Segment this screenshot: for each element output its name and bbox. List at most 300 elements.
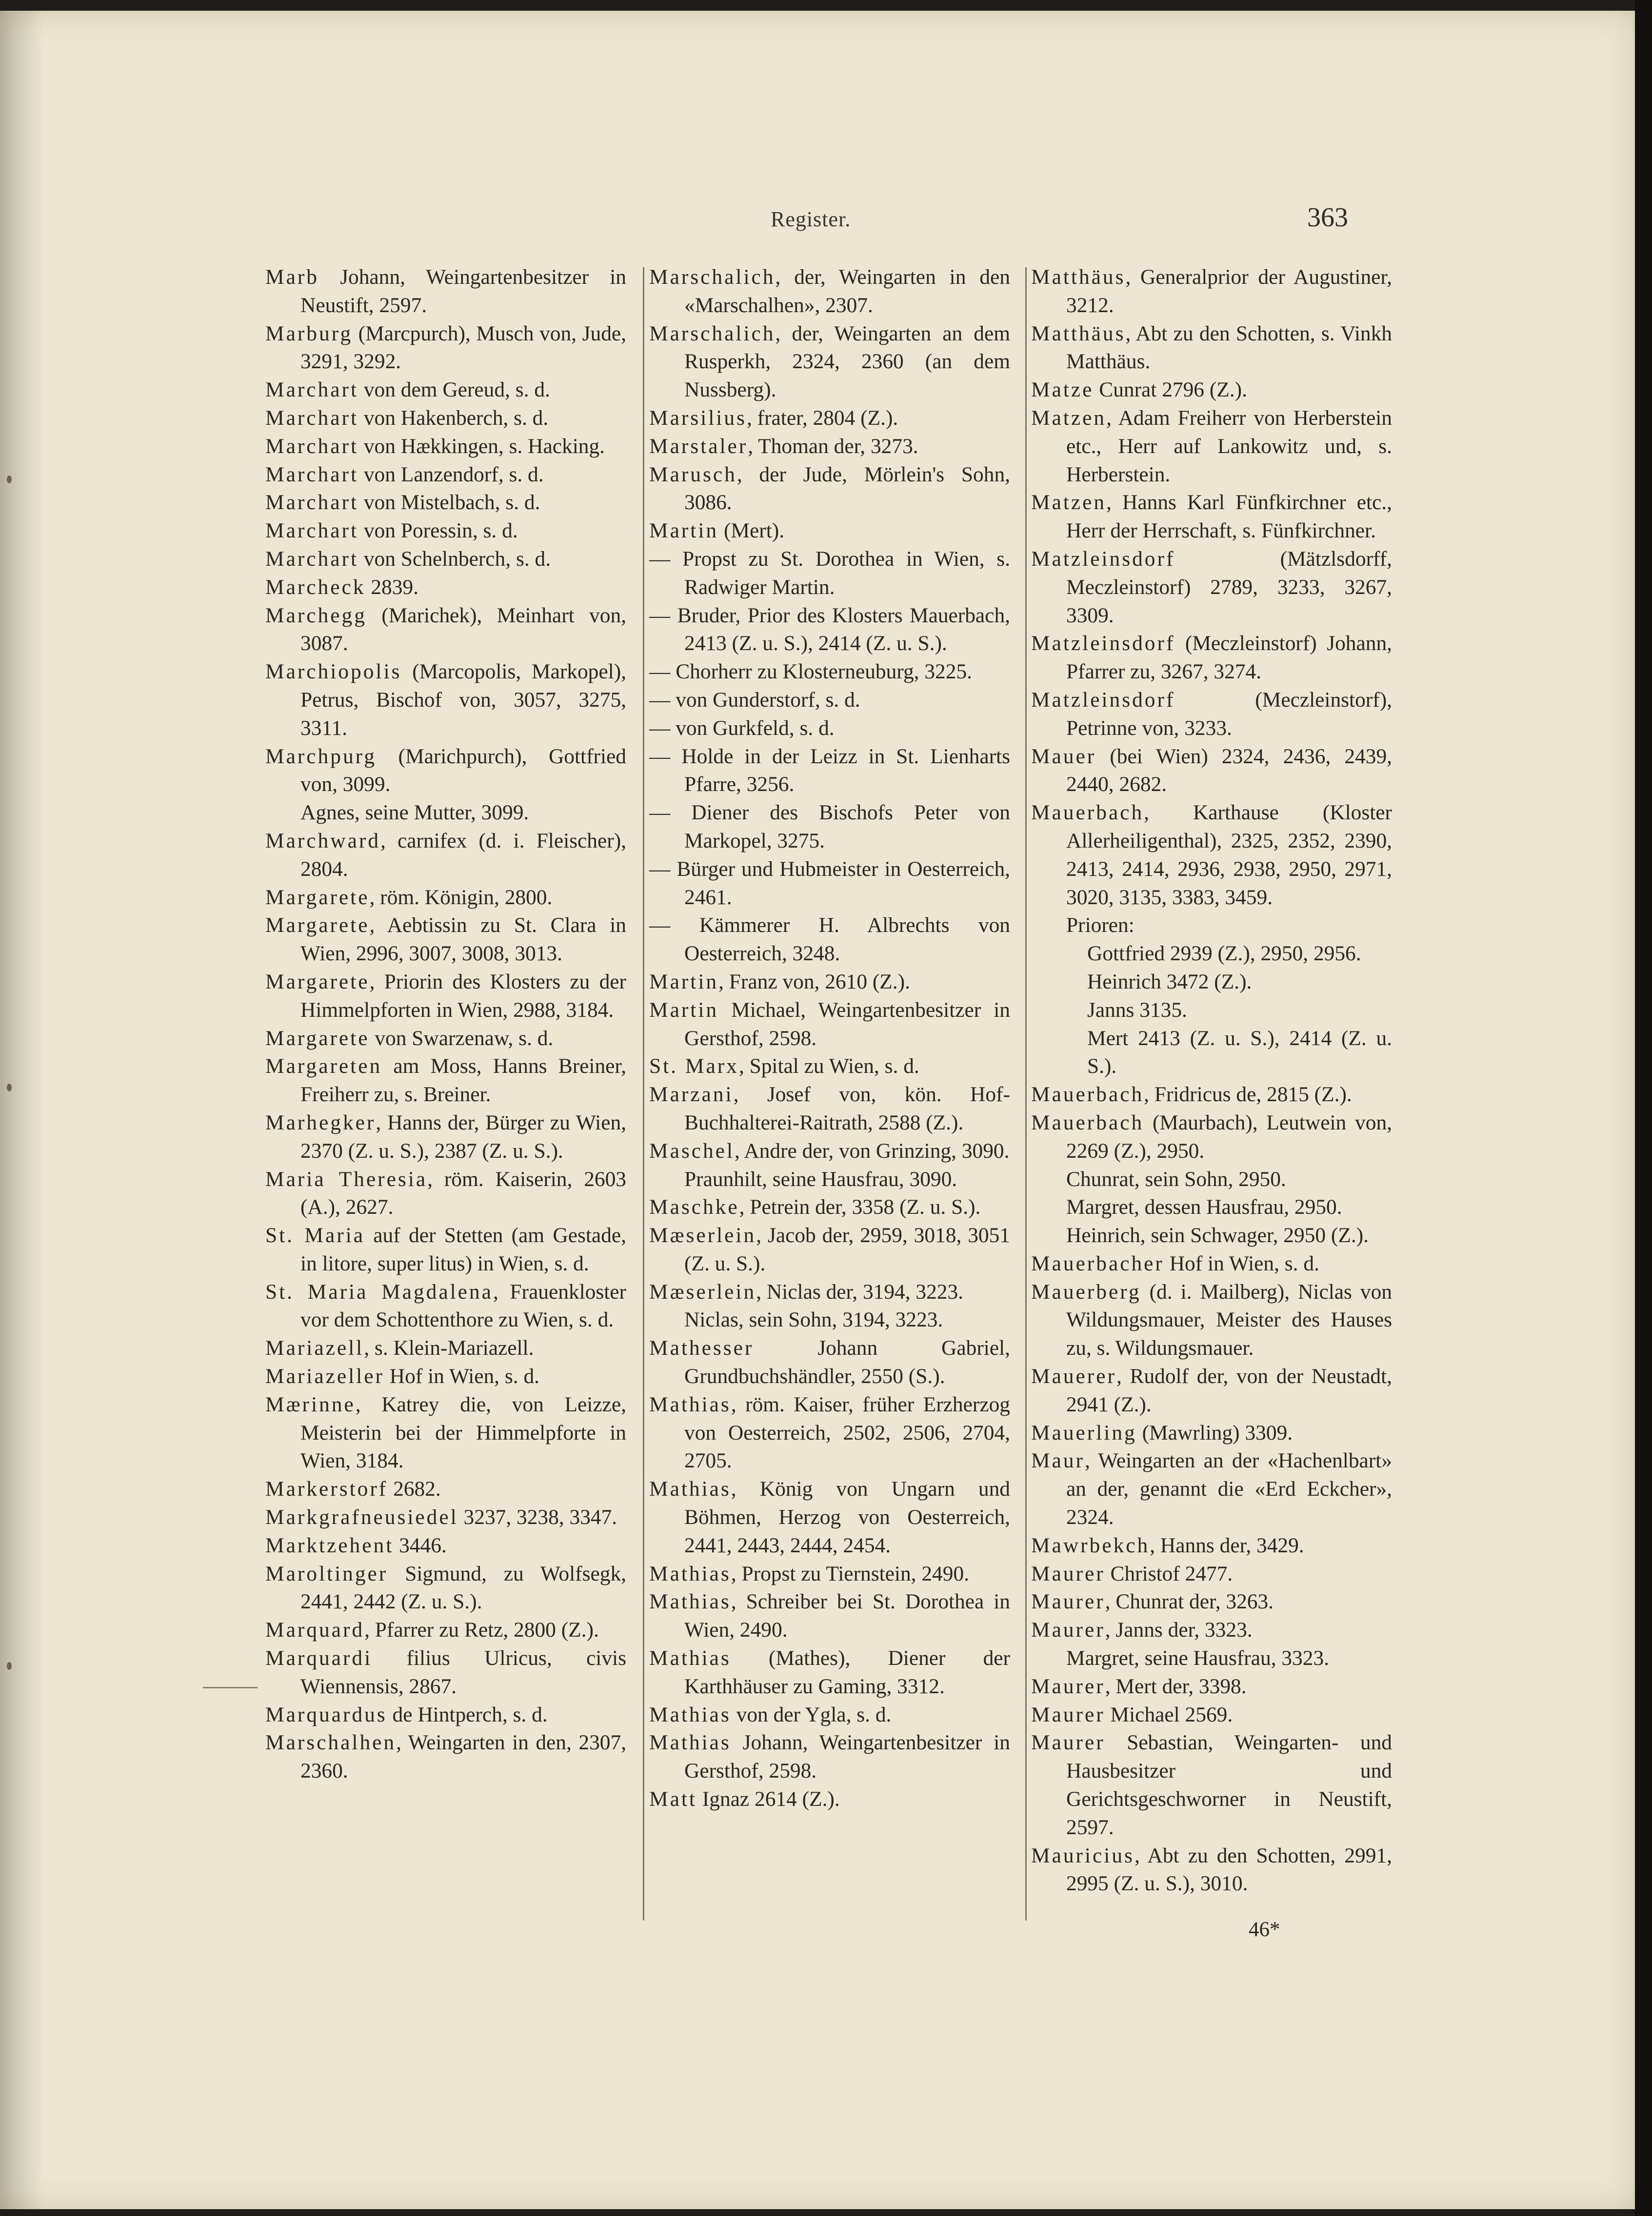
entry-text: Chunrat, sein Sohn, 2950. bbox=[1066, 1167, 1286, 1191]
index-entry bbox=[649, 855, 1010, 912]
entry-text: (Marichek), Meinhart von, 3087. bbox=[300, 603, 626, 655]
entry-text: 2839. bbox=[365, 575, 418, 599]
entry-headword: Mauer bbox=[1031, 744, 1096, 768]
index-entry bbox=[1031, 320, 1392, 376]
index-entry bbox=[649, 911, 1010, 968]
entry-text: , König von Ungarn und Böhmen, Herzog von Oesterreich, 2441, 2443, 2444, 2454. bbox=[684, 1477, 1010, 1557]
entry-text: , Janns der, 3323. bbox=[1105, 1618, 1253, 1642]
index-entry bbox=[265, 1560, 626, 1617]
entry-headword: Marchpurg bbox=[265, 744, 377, 768]
entry-headword: Matzleinsdorf bbox=[1031, 688, 1175, 712]
entry-text: , Jacob der, 2959, 3018, 3051 (Z. u. S.). bbox=[684, 1224, 1010, 1275]
entry-text: , röm. Königin, 2800. bbox=[369, 885, 553, 909]
index-entry bbox=[1031, 1616, 1392, 1644]
entry-text: (Marcopolis, Markopel), Petrus, Bischof von, 3057, 3275, 3311. bbox=[300, 660, 626, 740]
index-entry bbox=[265, 1278, 626, 1335]
scan-edge bbox=[1635, 0, 1652, 2216]
entry-text: von Lanzendorf, s. d. bbox=[358, 462, 544, 486]
entry-headword: Mauerberg bbox=[1031, 1280, 1141, 1304]
index-entry bbox=[265, 1644, 626, 1701]
index-entry bbox=[649, 1306, 1010, 1334]
entry-headword: Mærinne bbox=[265, 1392, 356, 1416]
index-entry bbox=[1031, 1109, 1392, 1166]
index-entry bbox=[265, 1504, 626, 1532]
entry-text: (Marcpurch), Musch von, Jude, 3291, 3292. bbox=[300, 321, 626, 374]
index-entry bbox=[649, 1166, 1010, 1194]
index-entry bbox=[649, 714, 1010, 743]
entry-text: , Priorin des Klosters zu der Himmelpforten in Wien, 2988, 3184. bbox=[300, 970, 626, 1022]
index-entry bbox=[649, 968, 1010, 996]
index-entry bbox=[1031, 404, 1392, 489]
entry-text: , Hanns der, Bürger zu Wien, 2370 (Z. u. S.), 2387 (Z. u. S.). bbox=[300, 1110, 626, 1163]
index-entry bbox=[265, 911, 626, 968]
entry-text: Ignaz 2614 (Z.). bbox=[697, 1787, 840, 1811]
index-entry bbox=[649, 602, 1010, 658]
entry-headword: Maria Theresia bbox=[265, 1167, 428, 1191]
entry-headword: Marchart bbox=[265, 406, 359, 430]
index-entry bbox=[265, 404, 626, 433]
entry-headword: Marchart bbox=[265, 378, 359, 402]
entry-headword: Markerstorf bbox=[265, 1477, 388, 1501]
index-entry bbox=[1031, 489, 1392, 545]
index-entry bbox=[1031, 1560, 1392, 1588]
entry-text: , Andre der, von Grinzing, 3090. bbox=[735, 1139, 1010, 1163]
index-entry bbox=[265, 1363, 626, 1391]
entry-text: — Bruder, Prior des Klosters Mauerbach, 2413 (Z. u. S.), 2414 (Z. u. S.). bbox=[649, 603, 1010, 655]
entry-headword: Margarete bbox=[265, 970, 370, 993]
entry-headword: St. Maria Magdalena bbox=[265, 1280, 493, 1304]
entry-text: , Spital zu Wien, s. d. bbox=[738, 1054, 919, 1078]
entry-headword: Mæserlein bbox=[649, 1224, 756, 1247]
index-entry bbox=[1031, 1278, 1392, 1363]
entry-headword: Marchart bbox=[265, 491, 359, 514]
entry-headword: Margarete bbox=[265, 1026, 370, 1050]
entry-headword: St. Maria bbox=[265, 1224, 365, 1247]
index-entry bbox=[649, 799, 1010, 855]
index-entry bbox=[265, 376, 626, 404]
entry-text: , frater, 2804 (Z.). bbox=[746, 406, 898, 430]
index-entry bbox=[649, 517, 1010, 545]
entry-headword: Martin bbox=[649, 519, 719, 543]
index-entry bbox=[649, 1278, 1010, 1306]
index-entry bbox=[265, 1052, 626, 1109]
entry-text: von Swarzenaw, s. d. bbox=[369, 1026, 554, 1050]
entry-headword: Marchward bbox=[265, 829, 380, 852]
entry-text: auf der Stetten (am Gestade, in litore, super litus) in Wien, s. d. bbox=[300, 1224, 626, 1275]
entry-text: , Schreiber bei St. Dorothea in Wien, 2490. bbox=[684, 1590, 1010, 1642]
entry-text: , der, Weingarten an dem Rusperkh, 2324, 2360 (an dem Nussberg). bbox=[684, 321, 1010, 402]
entry-headword: Matze bbox=[1031, 378, 1094, 402]
entry-text: , Josef von, kön. Hof-Buchhalterei-Raitrath, 2588 (Z.). bbox=[684, 1083, 1010, 1134]
entry-text: Johann, Weingartenbesitzer in Gersthof, 2598. bbox=[684, 1731, 1010, 1783]
entry-text: — Holde in der Leizz in St. Lienharts Pfarre, 3256. bbox=[649, 744, 1010, 796]
entry-headword: Maurer bbox=[1031, 1731, 1105, 1755]
entry-text: , Chunrat der, 3263. bbox=[1105, 1590, 1274, 1614]
entry-headword: Mæserlein bbox=[649, 1280, 756, 1304]
index-entry bbox=[1031, 968, 1392, 996]
entry-text: (d. i. Mailberg), Niclas von Wildungsmauer, Meister des Hauses zu, s. Wildungsmauer. bbox=[1066, 1280, 1392, 1360]
entry-text: Agnes, seine Mutter, 3099. bbox=[300, 801, 529, 825]
index-entry bbox=[1031, 1222, 1392, 1250]
entry-headword: Mariazell bbox=[265, 1336, 364, 1360]
entry-text: (Marichpurch), Gottfried von, 3099. bbox=[300, 744, 626, 796]
index-entry bbox=[265, 1532, 626, 1560]
entry-text: , der Jude, Mörlein's Sohn, 3086. bbox=[684, 462, 1010, 514]
index-entry bbox=[649, 1785, 1010, 1814]
entry-text: , Thoman der, 3273. bbox=[748, 434, 918, 458]
index-entry bbox=[649, 686, 1010, 714]
entry-text: Niclas, sein Sohn, 3194, 3223. bbox=[684, 1308, 943, 1332]
entry-text: von Poressin, s. d. bbox=[358, 519, 518, 543]
index-entry bbox=[649, 1475, 1010, 1560]
index-entry bbox=[1031, 1729, 1392, 1841]
entry-text: (Meczleinstorf) Johann, Pfarrer zu, 3267, 3274. bbox=[1066, 632, 1392, 684]
entry-text: 2682. bbox=[388, 1477, 441, 1501]
entry-headword: Maur bbox=[1031, 1449, 1085, 1473]
column-divider bbox=[1025, 267, 1027, 1920]
index-entry bbox=[265, 1701, 626, 1729]
entry-headword: Matthäus bbox=[1031, 321, 1126, 345]
entry-text: , Karthause (Kloster Allerheiligenthal), 2325, 2352, 2390, 2413, 2414, 2936, 2938, 2950, 2971, 3020, 3135, 3383, 3459. bbox=[1066, 801, 1392, 909]
entry-headword: Marchart bbox=[265, 434, 359, 458]
entry-text: , Abt zu den Schotten, 2991, 2995 (Z. u. S.), 3010. bbox=[1066, 1843, 1392, 1896]
entry-text: Sebastian, Weingarten- und Hausbesitzer und Gerichtsgeschworner in Neustift, 2597. bbox=[1066, 1731, 1392, 1839]
entry-headword: Mauerling bbox=[1031, 1421, 1137, 1444]
entry-text: Johann Gabriel, Grundbuchshändler, 2550 (S.). bbox=[684, 1336, 1010, 1388]
page-number: 363 bbox=[1307, 202, 1348, 233]
index-entry bbox=[1031, 1250, 1392, 1278]
entry-text: , Hanns der, 3429. bbox=[1150, 1533, 1304, 1557]
entry-text: , Adam Freiherr von Herberstein etc., Herr auf Lankowitz und, s. Herberstein. bbox=[1066, 406, 1392, 486]
entry-headword: St. Marx bbox=[649, 1054, 739, 1078]
entry-headword: Mauerbach bbox=[1031, 801, 1144, 825]
index-entry bbox=[265, 1025, 626, 1053]
index-entry bbox=[1031, 263, 1392, 320]
index-entry bbox=[265, 799, 626, 827]
entry-text: , Weingarten in den, 2307, 2360. bbox=[300, 1731, 626, 1783]
entry-text: , Franz von, 2610 (Z.). bbox=[718, 970, 910, 993]
entry-text: von Mistelbach, s. d. bbox=[358, 491, 540, 514]
entry-text: filius Ulricus, civis Wiennensis, 2867. bbox=[300, 1646, 626, 1698]
index-entry bbox=[265, 320, 626, 376]
entry-text: von Schelnberch, s. d. bbox=[358, 547, 551, 571]
entry-text: , Fridricus de, 2815 (Z.). bbox=[1144, 1083, 1352, 1107]
entry-headword: Marstaler bbox=[649, 434, 748, 458]
entry-text: Margret, dessen Hausfrau, 2950. bbox=[1066, 1195, 1342, 1219]
entry-text: , Rudolf der, von der Neustadt, 2941 (Z.). bbox=[1066, 1365, 1392, 1416]
entry-headword: Maurer bbox=[1031, 1702, 1105, 1726]
entry-headword: Martin bbox=[649, 998, 719, 1022]
entry-headword: Maroltinger bbox=[265, 1562, 388, 1585]
entry-text: , Hanns Karl Fünfkirchner etc., Herr der Herrschaft, s. Fünfkirchner. bbox=[1066, 491, 1392, 543]
entry-text: Christof 2477. bbox=[1105, 1562, 1233, 1585]
entry-headword: Mauricius bbox=[1031, 1843, 1135, 1867]
entry-headword: Maurer bbox=[1031, 1590, 1105, 1614]
index-entry bbox=[1031, 940, 1392, 968]
index-column-3 bbox=[1031, 263, 1392, 1898]
entry-text: (Mawrling) 3309. bbox=[1136, 1421, 1293, 1444]
signature-mark: 46* bbox=[1249, 1918, 1280, 1941]
entry-headword: Marusch bbox=[649, 462, 737, 486]
index-entry bbox=[649, 743, 1010, 799]
entry-text: , Niclas der, 3194, 3223. bbox=[756, 1280, 964, 1304]
index-entry bbox=[649, 263, 1010, 320]
index-entry bbox=[649, 1334, 1010, 1391]
entry-headword: Maurer bbox=[1031, 1674, 1105, 1698]
entry-text: — von Gunderstorf, s. d. bbox=[649, 688, 860, 712]
entry-headword: Mauerbach bbox=[1031, 1083, 1144, 1107]
index-entry bbox=[1031, 1025, 1392, 1081]
entry-text: Prioren: bbox=[1066, 913, 1135, 937]
entry-text: (Maurbach), Leutwein von, 2269 (Z.), 2950. bbox=[1066, 1110, 1392, 1163]
index-entry bbox=[1031, 1081, 1392, 1109]
entry-text: , Katrey die, von Leizze, Meisterin bei der Himmelpforte in Wien, 3184. bbox=[300, 1392, 626, 1473]
entry-text: , Aebtissin zu St. Clara in Wien, 2996, 3007, 3008, 3013. bbox=[300, 913, 626, 966]
entry-headword: Marschalhen bbox=[265, 1731, 397, 1755]
index-entry bbox=[649, 1081, 1010, 1137]
index-entry bbox=[1031, 743, 1392, 799]
entry-text: 3237, 3238, 3347. bbox=[458, 1505, 617, 1529]
index-entry bbox=[1031, 1673, 1392, 1701]
entry-headword: Margarete bbox=[265, 885, 370, 909]
entry-headword: Mathias bbox=[649, 1646, 731, 1670]
index-entry bbox=[265, 1729, 626, 1785]
index-entry bbox=[265, 658, 626, 742]
entry-headword: Margareten bbox=[265, 1054, 382, 1078]
entry-text: — Kämmerer H. Albrechts von Oesterreich, 3248. bbox=[649, 913, 1010, 966]
index-entry bbox=[1031, 686, 1392, 743]
entry-text: — Propst zu St. Dorothea in Wien, s. Radwiger Martin. bbox=[649, 547, 1010, 599]
entry-headword: Maschel bbox=[649, 1139, 735, 1163]
entry-text: , Frauenkloster vor dem Schottenthore zu Wien, s. d. bbox=[300, 1280, 626, 1332]
index-entry bbox=[265, 545, 626, 574]
entry-text: , röm. Kaiser, früher Erzherzog von Oesterreich, 2502, 2506, 2704, 2705. bbox=[684, 1392, 1010, 1473]
entry-headword: Mawrbekch bbox=[1031, 1533, 1150, 1557]
index-entry bbox=[265, 461, 626, 489]
entry-headword: Marzani bbox=[649, 1083, 734, 1107]
entry-text: — Diener des Bischofs Peter von Markopel, 3275. bbox=[649, 801, 1010, 852]
entry-headword: Mathesser bbox=[649, 1336, 754, 1360]
entry-headword: Marchart bbox=[265, 519, 359, 543]
index-entry bbox=[265, 1616, 626, 1644]
entry-text: von dem Gereud, s. d. bbox=[358, 378, 550, 402]
entry-text: (Meczleinstorf), Petrinne von, 3233. bbox=[1066, 688, 1392, 740]
entry-text: — von Gurkfeld, s. d. bbox=[649, 716, 835, 740]
entry-text: , Petrein der, 3358 (Z. u. S.). bbox=[739, 1195, 981, 1219]
entry-text: , der, Weingarten in den «Marschalhen», 2307. bbox=[684, 265, 1010, 317]
entry-text: , carnifex (d. i. Fleischer), 2804. bbox=[300, 829, 626, 881]
entry-headword: Marschalich bbox=[649, 265, 776, 289]
index-entry bbox=[649, 545, 1010, 602]
entry-text: (Mathes), Diener der Karthhäuser zu Gaming, 3312. bbox=[684, 1646, 1010, 1698]
entry-headword: Marquardi bbox=[265, 1646, 373, 1670]
entry-text: Cunrat 2796 (Z.). bbox=[1094, 378, 1247, 402]
entry-headword: Mathias bbox=[649, 1731, 731, 1755]
index-entry bbox=[1031, 1447, 1392, 1531]
index-entry bbox=[649, 1701, 1010, 1729]
entry-text: Sigmund, zu Wolfsegk, 2441, 2442 (Z. u. S.). bbox=[300, 1562, 626, 1614]
entry-headword: Mathias bbox=[649, 1562, 731, 1585]
entry-headword: Marsilius bbox=[649, 406, 747, 430]
entry-text: Mert 2413 (Z. u. S.), 2414 (Z. u. S.). bbox=[1087, 1026, 1392, 1078]
margin-mark bbox=[7, 1084, 12, 1091]
index-entry bbox=[265, 884, 626, 912]
index-entry bbox=[649, 433, 1010, 461]
entry-headword: Matzleinsdorf bbox=[1031, 632, 1175, 655]
entry-text: — Bürger und Hubmeister in Oesterreich, 2461. bbox=[649, 857, 1010, 909]
entry-headword: Markgrafneusiedel bbox=[265, 1505, 458, 1529]
index-entry bbox=[649, 1560, 1010, 1588]
index-entry bbox=[265, 574, 626, 602]
index-entry bbox=[1031, 1842, 1392, 1899]
index-entry bbox=[1031, 1644, 1392, 1673]
index-entry bbox=[265, 1222, 626, 1278]
entry-text: Heinrich 3472 (Z.). bbox=[1087, 970, 1252, 993]
index-entry bbox=[265, 827, 626, 884]
entry-text: , s. Klein-Mariazell. bbox=[364, 1336, 534, 1360]
entry-headword: Mariazeller bbox=[265, 1365, 384, 1388]
index-entry bbox=[265, 1109, 626, 1166]
column-divider bbox=[643, 267, 644, 1920]
entry-text: , röm. Kaiserin, 2603 (A.), 2627. bbox=[300, 1167, 626, 1219]
entry-text: de Hintperch, s. d. bbox=[387, 1702, 548, 1726]
entry-headword: Marquardus bbox=[265, 1702, 387, 1726]
index-entry bbox=[265, 1391, 626, 1475]
entry-text: (Mätzlsdorff, Meczleinstorf) 2789, 3233, 3267, 3309. bbox=[1066, 547, 1392, 627]
entry-text: Johann, Weingartenbesitzer in Neustift, 2597. bbox=[300, 265, 626, 317]
index-entry bbox=[265, 433, 626, 461]
entry-text: von der Ygla, s. d. bbox=[731, 1702, 892, 1726]
entry-text: Praunhilt, seine Hausfrau, 3090. bbox=[684, 1167, 957, 1191]
index-entry bbox=[265, 743, 626, 799]
entry-text: Hof in Wien, s. d. bbox=[1164, 1251, 1319, 1275]
entry-headword: Maurer bbox=[1031, 1618, 1105, 1642]
entry-headword: Mathias bbox=[649, 1590, 731, 1614]
entry-headword: Marhegker bbox=[265, 1110, 376, 1134]
entry-headword: Mathias bbox=[649, 1477, 731, 1501]
entry-text: , Mert der, 3398. bbox=[1105, 1674, 1247, 1698]
entry-text: — Chorherr zu Klosterneuburg, 3225. bbox=[649, 660, 972, 684]
index-entry bbox=[649, 461, 1010, 517]
entry-headword: Maurer bbox=[1031, 1562, 1105, 1585]
entry-headword: Matthäus bbox=[1031, 265, 1126, 289]
entry-headword: Martin bbox=[649, 970, 719, 993]
index-column-1 bbox=[265, 263, 626, 1785]
entry-text: Gottfried 2939 (Z.), 2950, 2956. bbox=[1087, 942, 1361, 966]
entry-headword: Marschalich bbox=[649, 321, 776, 345]
index-entry bbox=[265, 263, 626, 320]
index-entry bbox=[1031, 1363, 1392, 1419]
index-entry bbox=[265, 517, 626, 545]
index-entry bbox=[265, 1475, 626, 1504]
index-entry bbox=[1031, 799, 1392, 911]
index-entry bbox=[649, 1052, 1010, 1081]
index-entry bbox=[1031, 1166, 1392, 1194]
index-entry bbox=[649, 404, 1010, 433]
index-entry bbox=[1031, 911, 1392, 940]
entry-text: Margret, seine Hausfrau, 3323. bbox=[1066, 1646, 1330, 1670]
entry-text: Michael 2569. bbox=[1105, 1702, 1233, 1726]
index-entry bbox=[649, 320, 1010, 404]
margin-mark bbox=[7, 1662, 12, 1670]
entry-text: , Abt zu den Schotten, s. Vinkh Matthäus. bbox=[1066, 321, 1392, 374]
entry-headword: Marchart bbox=[265, 547, 359, 571]
index-entry bbox=[649, 1137, 1010, 1166]
entry-headword: Maschke bbox=[649, 1195, 739, 1219]
running-header: Register. bbox=[771, 207, 851, 231]
entry-text: am Moss, Hanns Breiner, Freiherr zu, s. Breiner. bbox=[300, 1054, 626, 1107]
entry-text: Michael, Weingartenbesitzer in Gersthof, 2598. bbox=[684, 998, 1010, 1050]
index-entry bbox=[1031, 376, 1392, 404]
entry-text: Heinrich, sein Schwager, 2950 (Z.). bbox=[1066, 1224, 1369, 1247]
entry-headword: Marburg bbox=[265, 321, 353, 345]
entry-text: , Weingarten an der «Hachenlbart» an der, genannt die «Erd Eckcher», 2324. bbox=[1066, 1449, 1392, 1529]
entry-text: (bei Wien) 2324, 2436, 2439, 2440, 2682. bbox=[1066, 744, 1392, 796]
entry-text: von Hækkingen, s. Hacking. bbox=[358, 434, 605, 458]
entry-headword: Margarete bbox=[265, 913, 370, 937]
entry-text: , Generalprior der Augustiner, 3212. bbox=[1066, 265, 1392, 317]
index-entry bbox=[1031, 1532, 1392, 1560]
entry-headword: Mathias bbox=[649, 1702, 731, 1726]
entry-headword: Marchart bbox=[265, 462, 359, 486]
entry-headword: Mathias bbox=[649, 1392, 731, 1416]
index-entry bbox=[265, 602, 626, 658]
index-entry bbox=[265, 1334, 626, 1363]
entry-headword: Marktzehent bbox=[265, 1533, 394, 1557]
index-entry bbox=[1031, 545, 1392, 630]
index-entry bbox=[1031, 1419, 1392, 1447]
entry-text: Janns 3135. bbox=[1087, 998, 1187, 1022]
entry-text: 3446. bbox=[394, 1533, 447, 1557]
entry-text: Hof in Wien, s. d. bbox=[384, 1365, 539, 1388]
entry-headword: Matzen bbox=[1031, 406, 1107, 430]
entry-headword: Marchiopolis bbox=[265, 660, 402, 684]
entry-headword: Marb bbox=[265, 265, 319, 289]
entry-headword: Marquard bbox=[265, 1618, 365, 1642]
entry-text: , Pfarrer zu Retz, 2800 (Z.). bbox=[364, 1618, 599, 1642]
index-entry bbox=[265, 489, 626, 517]
index-entry bbox=[265, 968, 626, 1025]
index-entry bbox=[649, 1588, 1010, 1644]
pencil-mark bbox=[203, 1687, 258, 1688]
entry-headword: Marchegg bbox=[265, 603, 367, 627]
index-entry bbox=[649, 996, 1010, 1053]
margin-mark bbox=[7, 475, 12, 483]
entry-headword: Matzen bbox=[1031, 491, 1107, 514]
entry-headword: Mauerbach bbox=[1031, 1110, 1144, 1134]
index-entry bbox=[1031, 996, 1392, 1025]
index-entry bbox=[1031, 1588, 1392, 1616]
index-column-2 bbox=[649, 263, 1010, 1814]
index-entry bbox=[649, 1193, 1010, 1222]
index-entry bbox=[649, 1222, 1010, 1278]
entry-headword: Mauerbacher bbox=[1031, 1251, 1164, 1275]
index-entry bbox=[649, 658, 1010, 686]
entry-text: , Propst zu Tiernstein, 2490. bbox=[731, 1562, 969, 1585]
entry-headword: Mauerer bbox=[1031, 1365, 1116, 1388]
entry-text: (Mert). bbox=[718, 519, 785, 543]
index-entry bbox=[265, 1166, 626, 1222]
entry-headword: Marcheck bbox=[265, 575, 366, 599]
index-entry bbox=[649, 1729, 1010, 1785]
entry-text: von Hakenberch, s. d. bbox=[358, 406, 549, 430]
entry-headword: Matt bbox=[649, 1787, 697, 1811]
index-entry bbox=[649, 1391, 1010, 1475]
index-entry bbox=[1031, 1701, 1392, 1729]
index-entry bbox=[1031, 630, 1392, 686]
index-entry bbox=[1031, 1193, 1392, 1222]
entry-headword: Matzleinsdorf bbox=[1031, 547, 1175, 571]
